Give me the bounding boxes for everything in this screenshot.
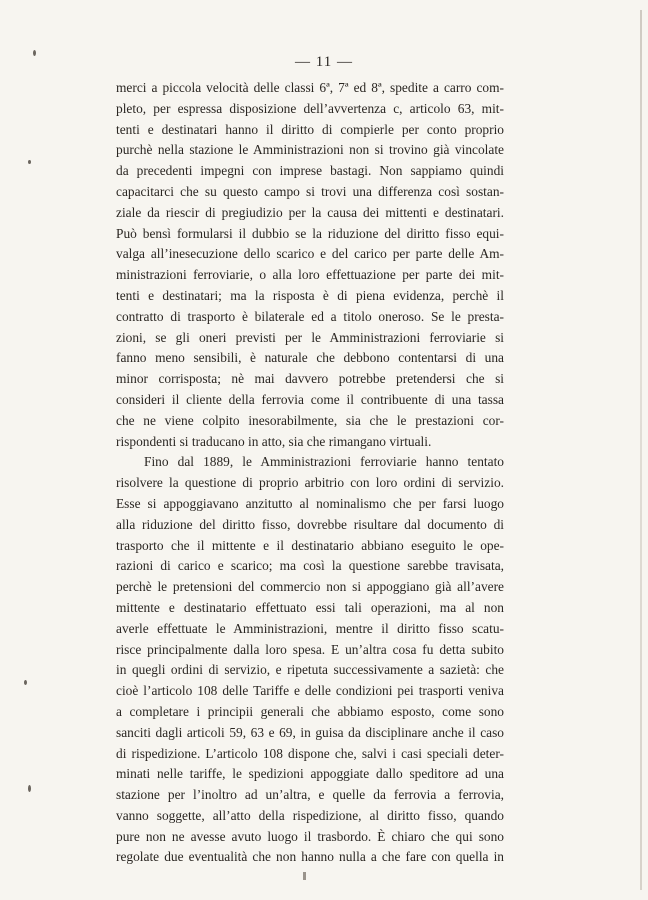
- text-line: cioè l’articolo 108 delle Tariffe e delle condizioni pei trasporti veniva: [116, 683, 504, 699]
- body-text: [116, 78, 504, 868]
- text-line: minati nelle tariffe, le spedizioni appoggiate dallo speditore ad una: [116, 766, 504, 782]
- text-line: Fino dal 1889, le Amministrazioni ferroviarie hanno tentato: [144, 454, 504, 470]
- text-line: stazione per l’inoltro ad un’altra, e quelle da ferrovia a ferrovia,: [116, 787, 504, 803]
- text-line: minor corrisposta; nè mai davvero potrebbe pretendersi che si: [116, 371, 504, 387]
- text-line: di rispedizione. L’articolo 108 dispone che, salvi i casi speciali deter-: [116, 745, 504, 761]
- text-line: in quegli ordini di servizio, e ripetuta successivamente a sazietà: che: [116, 662, 504, 678]
- text-line: valga all’inesecuzione dello scarico e del carico per parte delle Am-: [116, 246, 504, 262]
- text-line: capacitarci che su questo campo si trovi una differenza così sostan-: [116, 183, 504, 199]
- text-line: Può bensì formularsi il dubbio se la riduzione del diritto fisso equi-: [116, 225, 504, 241]
- fold-mark: [303, 872, 306, 880]
- text-line: rispondenti si traducano in atto, sia che rimangano virtuali.: [116, 433, 432, 449]
- text-line: risce principalmente dalla loro spesa. E un’altra cosa fu detta subito: [116, 641, 504, 657]
- text-line: merci a piccola velocità delle classi 6ª, 7ª ed 8ª, spedite a carro com-: [116, 80, 504, 95]
- text-line: Esse si appoggiavano anzitutto al nominalismo che per farsi luogo: [116, 495, 504, 511]
- text-line: sanciti dagli articoli 59, 63 e 69, in guisa da disciplinare anche il caso: [116, 724, 504, 740]
- text-line: regolate due eventualità che non hanno nulla a che fare con quella in: [116, 849, 504, 865]
- text-line: trasporto che il mittente e il destinatario abbiano eseguito le ope-: [116, 537, 504, 553]
- text-line: che ne viene colpito inesorabilmente, sia che le prestazioni cor-: [116, 412, 504, 428]
- text-line: risolvere la questione di proprio arbitrio con loro ordini di servizio.: [116, 475, 504, 491]
- text-line: purchè nella stazione le Amministrazioni non si trovino già vincolate: [116, 142, 504, 158]
- text-line: averle effettuate le Amministrazioni, mentre il diritto fisso scatu-: [116, 620, 504, 636]
- text-line: perchè le pretensioni del commercio non si appoggiano già all’avere: [116, 579, 504, 595]
- text-line: razioni di carico e scarico; ma così la questione sarebbe travisata,: [116, 558, 504, 574]
- text-line: alla riduzione del diritto fisso, dovrebbe risultare dal documento di: [116, 516, 504, 532]
- text-line: vanno soggette, all’atto della rispedizione, al diritto fisso, quando: [116, 807, 504, 823]
- text-line: tenti e destinatari; ma la risposta è di piena evidenza, perchè il: [116, 287, 504, 303]
- text-line: tenti e destinatari hanno il diritto di compierle per conto proprio: [116, 121, 504, 137]
- text-line: a completare i principii generali che abbiamo esposto, come sono: [116, 703, 504, 719]
- text-line: da precedenti impegni con imprese bastagi. Non sappiamo quindi: [116, 163, 504, 179]
- ink-speck: [28, 785, 31, 792]
- text-line: consideri il cliente della ferrovia come il contribuente di una tassa: [116, 391, 504, 407]
- text-line: mittente e destinatario effettuato essi tali operazioni, ma al non: [116, 599, 504, 615]
- page-number: — 11 —: [295, 54, 353, 70]
- ink-speck: [24, 680, 27, 685]
- text-line: contratto di trasporto è bilaterale ed a titolo oneroso. Se le presta-: [116, 308, 504, 324]
- text-line: pure non ne avesse avuto luogo il trasbordo. È chiaro che qui sono: [116, 828, 504, 844]
- ink-speck: [28, 160, 31, 164]
- page-edge: [640, 10, 642, 890]
- text-line: fanno meno sensibili, è naturale che debbono contentarsi di una: [116, 350, 504, 366]
- text-line: ministrazioni ferroviarie, o alla loro effettuazione per parte dei mit-: [116, 267, 504, 283]
- text-line: pleto, per espressa disposizione dell’avvertenza c, articolo 63, mit-: [116, 100, 504, 116]
- text-line: ziale da riescir di pregiudizio per la causa dei mittenti e destinatari.: [116, 204, 504, 220]
- text-line: zioni, se gli oneri previsti per le Amministrazioni ferroviarie si: [116, 329, 504, 345]
